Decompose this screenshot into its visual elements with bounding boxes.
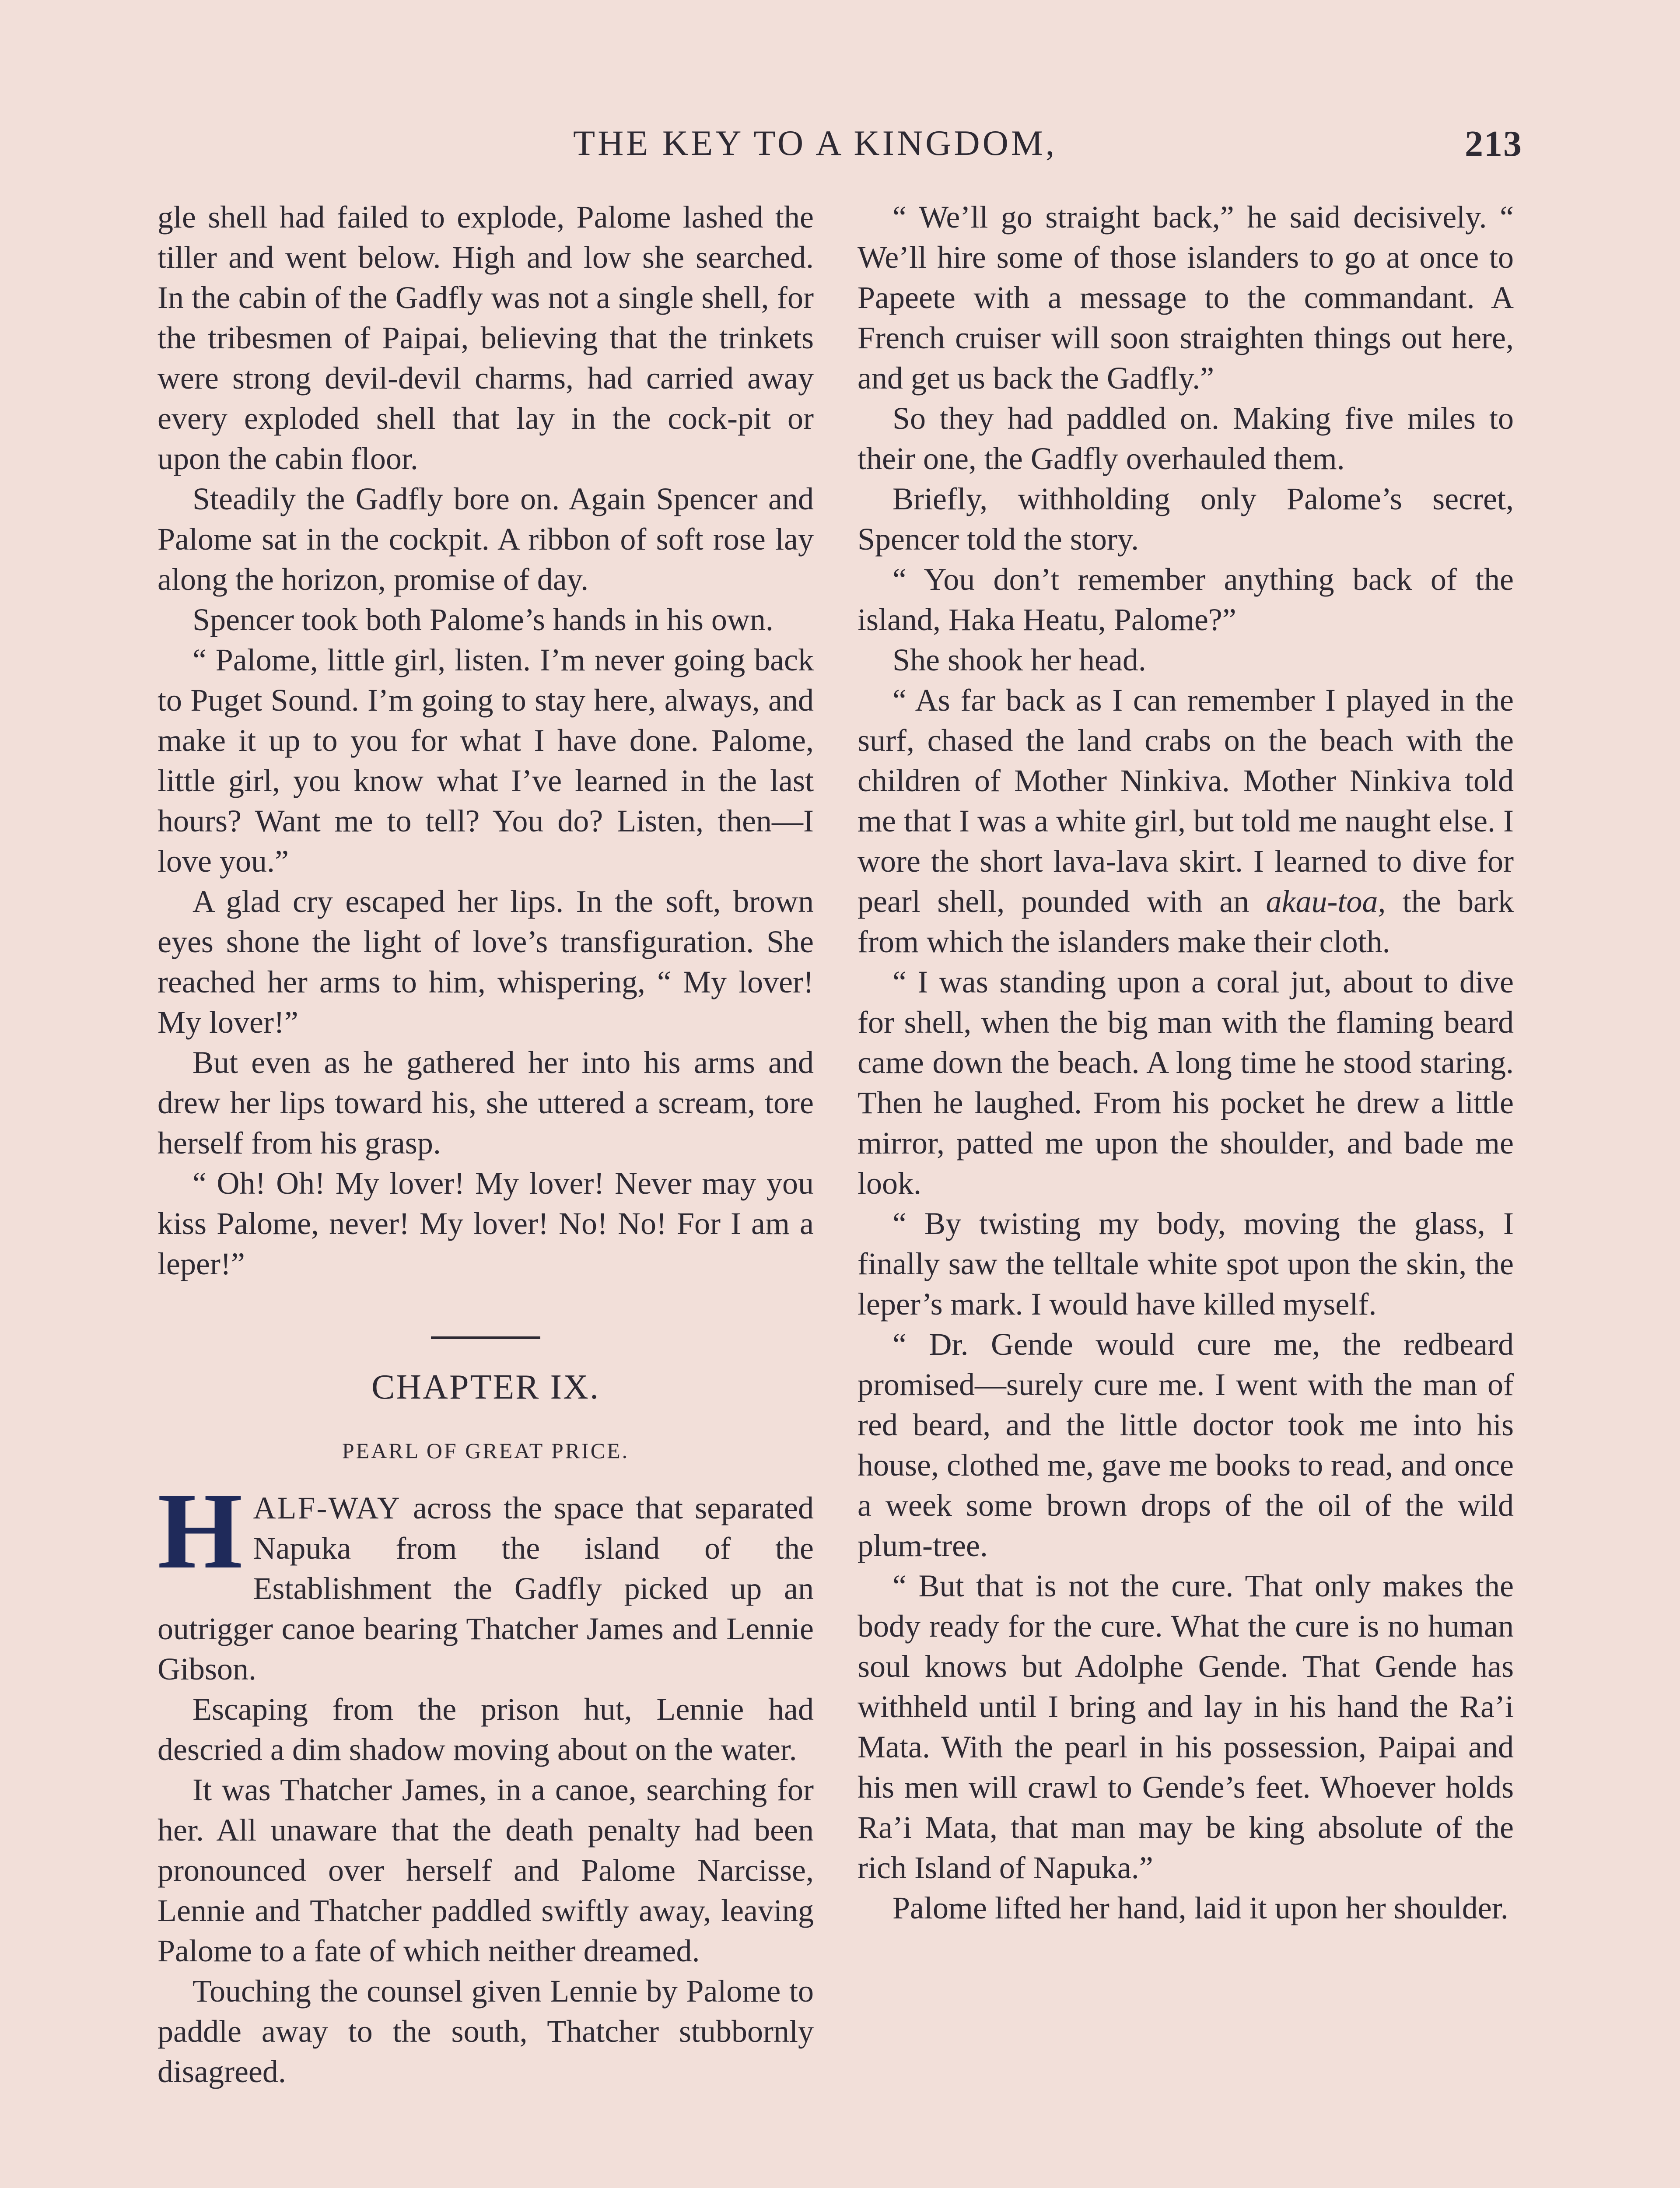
opening-word: ALF-WAY: [253, 1490, 401, 1525]
chapter-subtitle: PEARL OF GREAT PRICE.: [342, 1438, 630, 1463]
running-title: THE KEY TO A KINGDOM,: [573, 123, 1057, 163]
left-column: [158, 197, 814, 2092]
page-header: [158, 123, 1522, 179]
paragraph: Briefly, withholding only Palome’s secret, Spencer told the story.: [858, 481, 1514, 557]
paragraph: [858, 680, 1514, 962]
chapter-opening-paragraph: [158, 1470, 814, 1689]
paragraph: She shook her head.: [892, 642, 1146, 677]
text-run: the bark from which the islanders make their cloth.: [858, 884, 1514, 959]
paragraph: “ By twisting my body, moving the glass, I finally saw the telltale white spot upon the skin, the leper’s mark. I would have killed myself.: [858, 1206, 1514, 1322]
italic-term: akau-toa,: [1266, 884, 1386, 919]
paragraph: “ Dr. Gende would cure me, the redbeard promised—surely cure me. I went with the man of red beard, and the little doctor took me into his house, clothed me, gave me books to read, and once a week some brown drops of the oil of the wild plum-tree.: [858, 1327, 1514, 1563]
paragraph: Palome lifted her hand, laid it upon her shoulder.: [892, 1890, 1508, 1925]
paragraph: Touching the counsel given Lennie by Palome to paddle away to the south, Thatcher stubbornly disagreed.: [158, 1974, 814, 2089]
section-divider: [431, 1336, 540, 1339]
text-run: “ As far back as I can remember I played in the surf, chased the land crabs on the beach with the children of Mother Ninkiva. Mother Ninkiva told me that I was a white girl, but told me naught else. I wore the short lava-lava skirt. I learned to dive for pearl shell, pounded with an: [858, 683, 1514, 919]
paragraph: “ Palome, little girl, listen. I’m never going back to Puget Sound. I’m going to stay here, always, and make it up to you for what I have done. Palome, little girl, you know what I’ve learned in the last hours? Want me to tell? You do? Listen, then—I love you.”: [158, 642, 814, 879]
paragraph: It was Thatcher James, in a canoe, searching for her. All unaware that the death penalty had been pronounced over herself and Palome Narcisse, Lennie and Thatcher paddled swiftly away, leaving Palome to a fate of which neither dreamed.: [158, 1772, 814, 1968]
drop-cap: H: [158, 1470, 243, 1592]
paragraph: “ Oh! Oh! My lover! My lover! Never may you kiss Palome, never! My lover! No! No! For I am a leper!”: [158, 1166, 814, 1281]
opening-text: across the space that separated Napuka from the island of the Establishment the Gadfly picked up an outrigger canoe bearing Thatcher James and Lennie Gibson.: [158, 1490, 814, 1687]
paragraph: “ You don’t remember anything back of the island, Haka Heatu, Palome?”: [858, 562, 1514, 637]
paragraph: “ We’ll go straight back,” he said decisively. “ We’ll hire some of those islanders to go at once to Papeete with a message to the commandant. A French cruiser will soon straighten things out here, and get us back the Gadfly.”: [858, 200, 1514, 396]
paragraph: “ But that is not the cure. That only makes the body ready for the cure. What the cure is no human soul knows but Adolphe Gende. That Gende has withheld until I bring and lay in his hand the Ra’i Mata. With the pearl in his possession, Paipai and his men will crawl to Gende’s feet. Whoever holds Ra’i Mata, that man may be king absolute of the rich Island of Napuka.”: [858, 1568, 1514, 1885]
page-number: 213: [1465, 123, 1522, 164]
paragraph: Escaping from the prison hut, Lennie had descried a dim shadow moving about on the water.: [158, 1692, 814, 1767]
chapter-title: CHAPTER IX.: [371, 1368, 600, 1406]
right-column: [858, 197, 1514, 1928]
paragraph: So they had paddled on. Making five miles to their one, the Gadfly overhauled them.: [858, 401, 1514, 476]
paragraph: A glad cry escaped her lips. In the soft, brown eyes shone the light of love’s transfiguration. She reached her arms to him, whispering, “ My lover! My lover!”: [158, 884, 814, 1040]
paragraph: Steadily the Gadfly bore on. Again Spencer and Palome sat in the cockpit. A ribbon of soft rose lay along the horizon, promise of day.: [158, 481, 814, 597]
paragraph: gle shell had failed to explode, Palome lashed the tiller and went below. High and low she searched. In the cabin of the Gadfly was not a single shell, for the tribesmen of Paipai, believing that the trinkets were strong devil-devil charms, had carried away every exploded shell that lay in the cock-pit or upon the cabin floor.: [158, 200, 814, 476]
paragraph: “ I was standing upon a coral jut, about to dive for shell, when the big man with the flaming beard came down the beach. A long time he stood staring. Then he laughed. From his pocket he drew a little mirror, patted me upon the shoulder, and bade me look.: [858, 964, 1514, 1201]
paragraph: Spencer took both Palome’s hands in his own.: [192, 602, 774, 637]
paragraph: But even as he gathered her into his arms and drew her lips toward his, she uttered a scream, tore herself from his grasp.: [158, 1045, 814, 1161]
